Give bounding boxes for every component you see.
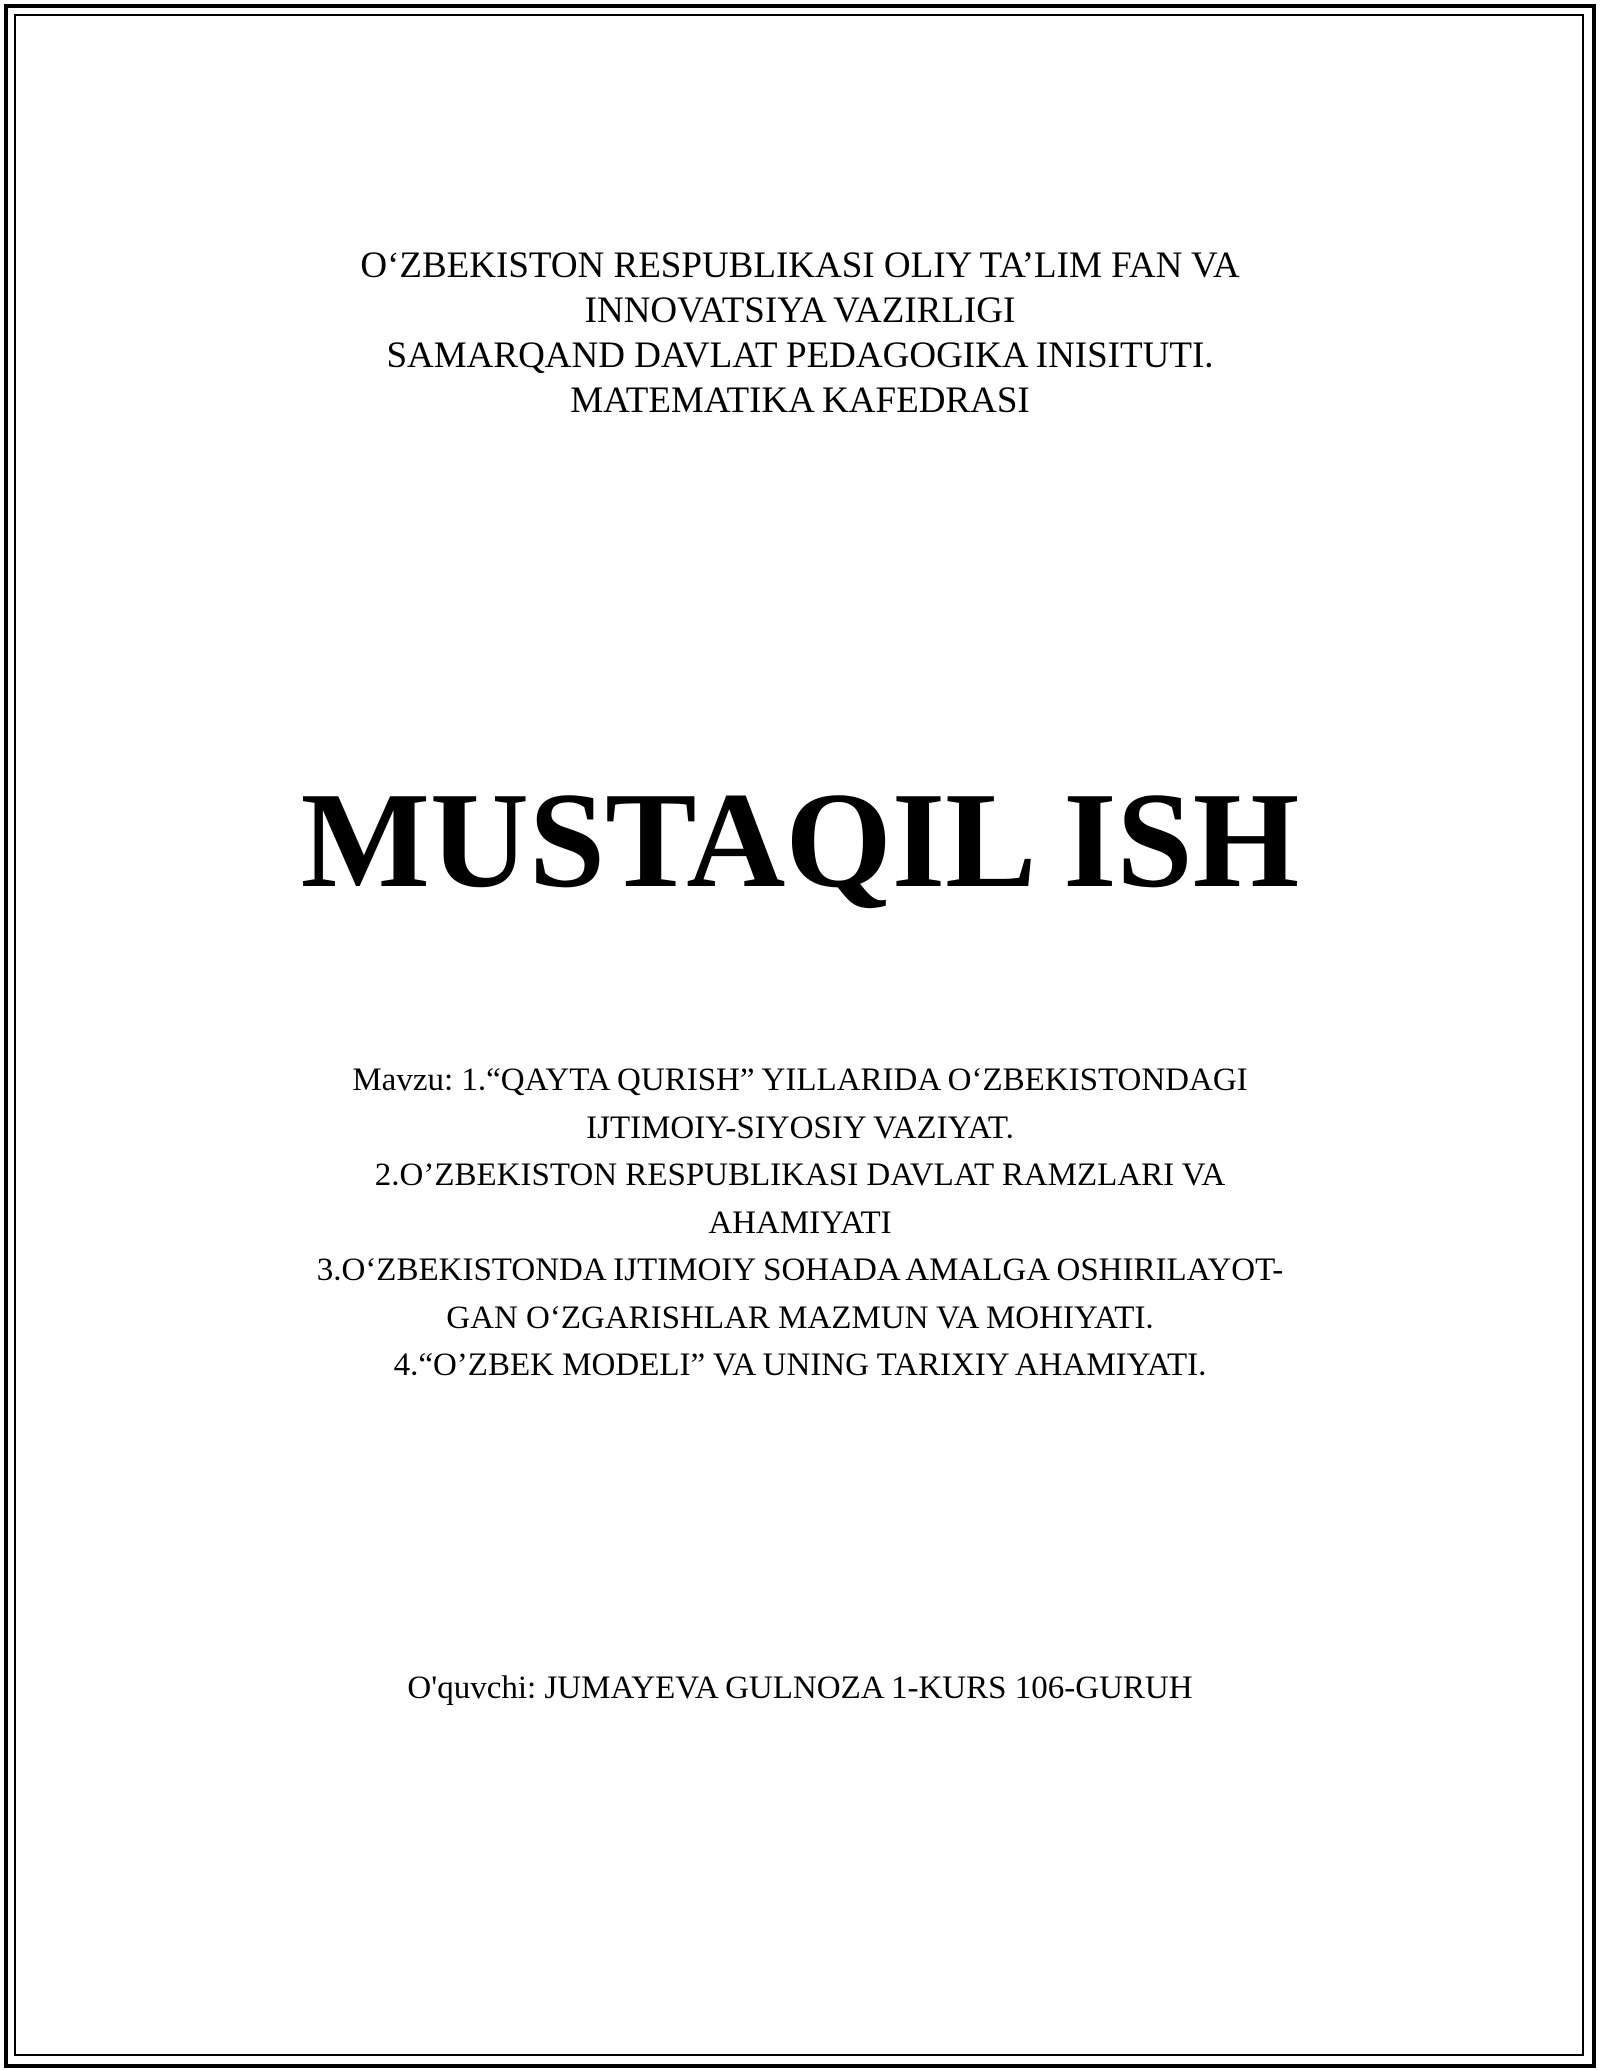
institution-header (0, 243, 1600, 423)
topic-line: 4.“O’ZBEK MODELI” VA UNING TARIXIY AHAMIYATI. (393, 1347, 1207, 1383)
topic-line: Mavzu: 1.“QAYTA QURISH” YILLARIDA O‘ZBEKISTONDAGI (352, 1062, 1248, 1098)
header-line-ministry-2: INNOVATSIYA VAZIRLIGI (584, 290, 1016, 331)
topic-line: 3.O‘ZBEKISTONDA IJTIMOIY SOHADA AMALGA OSHIRILAYOT- (316, 1252, 1284, 1288)
topic-line: 2.O’ZBEKISTON RESPUBLIKASI DAVLAT RAMZLARI VA (374, 1157, 1226, 1193)
topic-line: IJTIMOIY-SIYOSIY VAZIYAT. (586, 1109, 1014, 1146)
topic-line: AHAMIYATI (708, 1204, 892, 1241)
student-info: O'quvchi: JUMAYEVA GULNOZA 1-KURS 106-GURUH (407, 1670, 1193, 1706)
document-title: MUSTAQIL ISH (300, 764, 1300, 916)
header-line-institute: SAMARQAND DAVLAT PEDAGOGIKA INISITUTI. (386, 335, 1214, 376)
header-line-ministry-1: O‘ZBEKISTON RESPUBLIKASI OLIY TA’LIM FAN VA (360, 245, 1240, 286)
topics-block (0, 1057, 1600, 1390)
header-line-department: MATEMATIKA KAFEDRASI (570, 380, 1030, 421)
topic-line: GAN O‘ZGARISHLAR MAZMUN VA MOHIYATI. (446, 1299, 1154, 1336)
